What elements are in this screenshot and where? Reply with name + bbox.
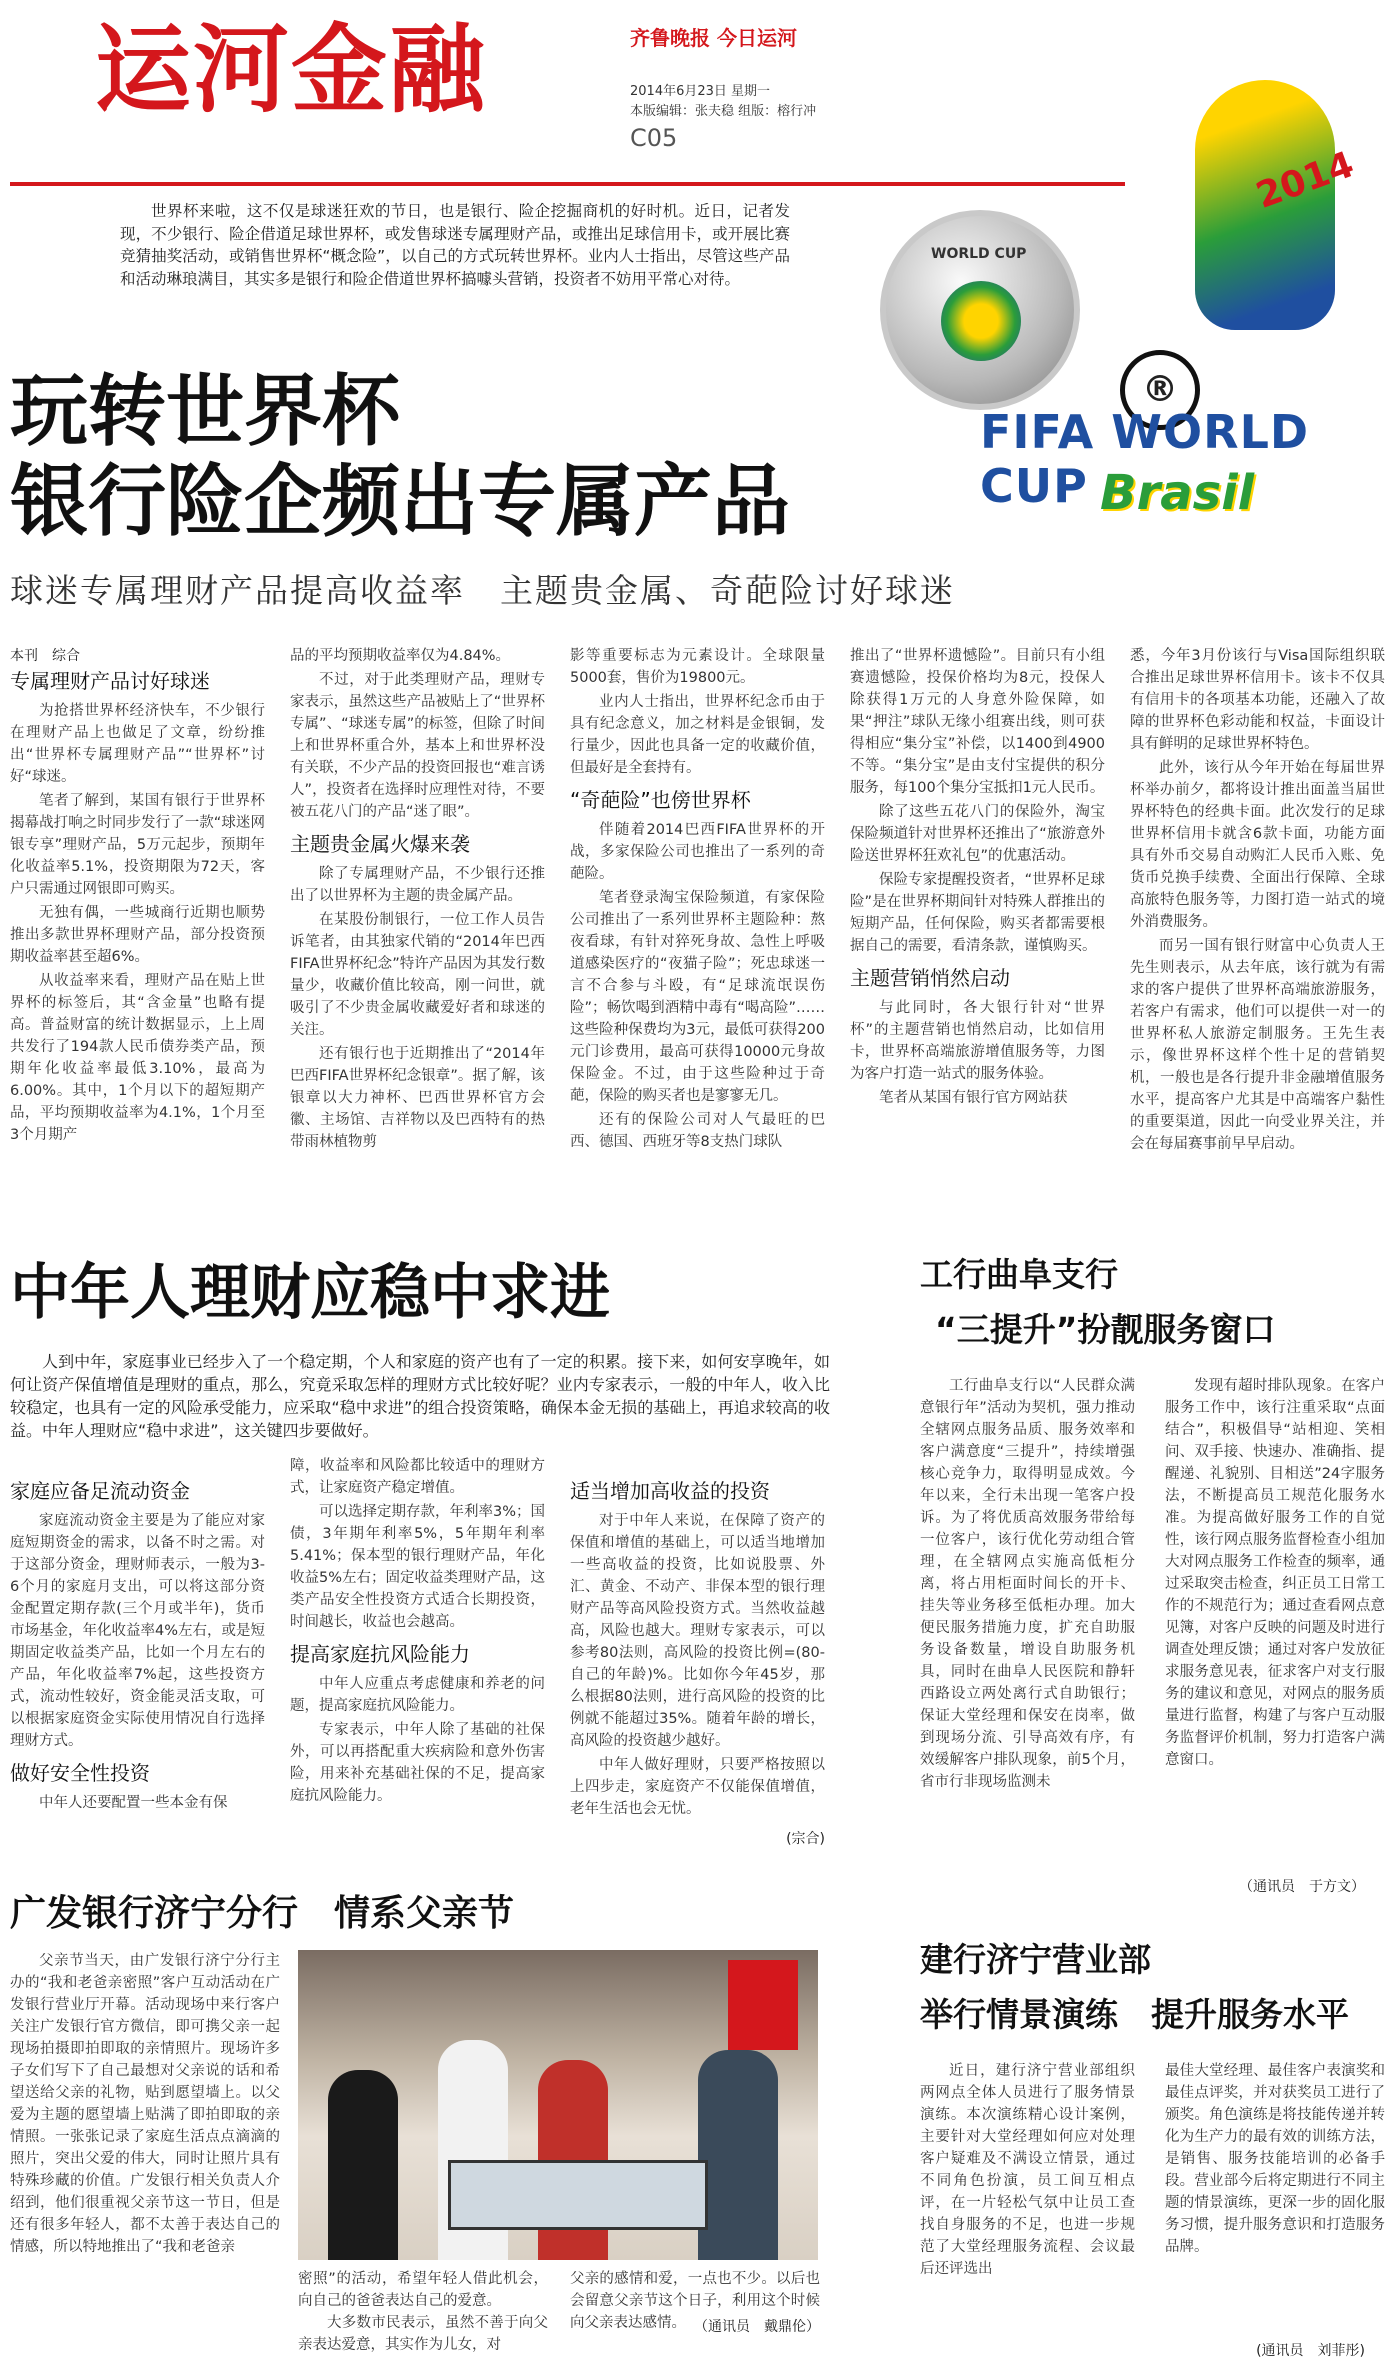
- paragraph: 推出了“世界杯遗憾险”。目前只有小组赛遗憾险，投保价格均为8元，投保人除获得1万元的人身意外险保障，如果“押注”球队无缘小组赛出线，则可获得相应“集分宝”补偿，以1400到4900不等。“集分宝”是由支付宝提供的积分服务，每100个集分宝抵扣1元人民币。: [850, 648, 1105, 796]
- lead-headline-line1: 玩转世界杯: [10, 367, 401, 457]
- paragraph: 从收益率来看，理财产品在贴上世界杯的标签后，其“含金量”也略有提高。普益财富的统计数据显示，上上周共发行了194款人民币债券类产品，预期年化收益率最低3.10%，最高为6.00%。其中，1个月以下的超短期产品，平均预期收益率为4.1%，1个月至3个月期产: [10, 973, 265, 1143]
- icbc-headline-line2: “三提升”扮靓服务窗口: [935, 1310, 1276, 1349]
- midyear-column-3: [570, 1470, 825, 1825]
- issue-date: 2014年6月23日 星期一: [630, 84, 771, 99]
- gfb-column-3: 父亲的感情和爱，一点也不少。以后也会留意父亲节这个日子，利用这个时候向父亲表达感情。: [570, 2271, 820, 2331]
- paragraph: 保险专家提醒投资者，“世界杯足球险”是在世界杯期间针对特殊人群推出的短期产品，任何保险，购买者都需要根据自己的需要，看清条款，谨慎购买。: [850, 872, 1105, 954]
- paragraph: 中年人还要配置一些本金有保: [39, 1795, 228, 1811]
- ccb-column-1: 近日，建行济宁营业部组织两网点全体人员进行了服务情景演练。本次演练精心设计案例，主要针对大堂经理如何应对处理客户疑难及不满设立情景，通过不同角色扮演，员工间互相点评，在一片轻松气氛中让员工查找自身服务的不足，也进一步规范了大堂经理服务流程、会议最后还评选出: [920, 2063, 1135, 2277]
- paragraph: 还有的保险公司对人气最旺的巴西、德国、西班牙等8支热门球队: [570, 1112, 825, 1150]
- section-heading: 做好安全性投资: [10, 1761, 150, 1785]
- icbc-credit: （通讯员 于方文）: [1239, 1879, 1365, 1895]
- lead-column-5: [1130, 645, 1385, 1180]
- paragraph: 影等重要标志为元素设计。全球限量5000套，售价为19800元。: [570, 648, 825, 686]
- paragraph: 中年人应重点考虑健康和养老的问题，提高家庭抗风险能力。: [290, 1676, 545, 1714]
- fifa-world-cup-logo-text: FIFA WORLD CUP: [980, 405, 1310, 513]
- paragraph: 笔者登录淘宝保险频道，有家保险公司推出了一系列世界杯主题险种：熬夜看球，有针对猝死身故、急性上呼吸道感染医疗的“夜猫子险”；死忠球迷一言不合参与斗殴，有“足球流氓误伤险”；畅饮喝到酒精中毒有“喝高险”……这些险种保费均为3元，最低可获得200元门诊费用，最高可获得10000元身故保险金。不过，由于这些险种过于奇葩，保险的购买者也是寥寥无几。: [570, 890, 825, 1104]
- coin-text: WORLD CUP: [931, 246, 1027, 262]
- paragraph: 障，收益率和风险都比较适中的理财方式，让家庭资产稳定增值。: [290, 1458, 545, 1496]
- photo-person: [698, 2050, 778, 2260]
- photo-banner: [728, 1960, 798, 2050]
- intro-paragraph: 世界杯来啦，这不仅是球迷狂欢的节日，也是银行、险企挖掘商机的好时机。近日，记者发现，不少银行、险企借道足球世界杯，或发售球迷专属理财产品，或推出足球信用卡，或开展比赛竞猜抽奖活动，或销售世界杯“概念险”，以自己的方式玩转世界杯。业内人士指出，尽管这些产品和活动琳琅满目，其实多是银行和险企借道世界杯搞噱头营销，投资者不妨用平常心对待。: [120, 202, 790, 288]
- midyear-headline: 中年人理财应稳中求进: [10, 1258, 610, 1328]
- ccb-headline-line2: 举行情景演练 提升服务水平: [920, 1995, 1349, 2034]
- lead-byline: 本刊 综合: [10, 648, 80, 664]
- lead-column-1: [10, 660, 265, 1180]
- icbc-headline-line1: 工行曲阜支行: [920, 1255, 1118, 1294]
- icbc-column-2: 发现有超时排队现象。在客户服务工作中，该行注重采取“点面结合”，积极倡导“站相迎、笑相问、双手接、快速办、准确指、提醒递、礼貌别、目相送”24字服务法，不断提高员工规范化服务水准。为提高做好服务工作的自觉性，该行网点服务监督检查小组加大对网点服务工作检查的频率，通过采取突击检查，纠正员工日常工作的不规范行为；通过查看网点意见簿，对客户反映的问题及时进行调查处理反馈；通过对客户发放征求服务意见表，征求客户对支行服务的建议和意见，对网点的服务质量进行监督，构建了与客户互动服务监督评价机制，努力打造客户满意窗口。: [1165, 1378, 1385, 1768]
- paper-name: 齐鲁晚报 今日运河: [630, 26, 797, 50]
- ccb-headline-line1: 建行济宁营业部: [920, 1940, 1151, 1979]
- brasil-logo-text: Brasil: [1100, 465, 1255, 521]
- paragraph: 而另一国有银行财富中心负责人王先生则表示，从去年底，该行就为有需求的客户提供了世界杯高端旅游服务，若客户有需求，他们可以提供一对一的世界杯私人旅游定制服务。王先生表示，像世界杯这样个性十足的营销契机，一般也是各行提升非金融增值服务水平，提高客户尤其是中高端客户黏性的重要渠道，因此一向受业界关注，并会在每届赛事前早早启动。: [1130, 938, 1385, 1152]
- lead-column-4: [850, 645, 1105, 1180]
- gfb-column-1: 父亲节当天，由广发银行济宁分行主办的“我和老爸亲密照”客户互动活动在广发银行营业厅开幕。活动现场中来行客户关注广发银行官方微信，即可携父亲一起现场拍摄即拍即取的亲情照片。现场许多子女们写下了自己最想对父亲说的话和希望送给父亲的礼物，贴到愿望墙上。以父爱为主题的愿望墙上贴满了即拍即取的亲情照。一张张记录了家庭生活点点滴滴的照片，突出父爱的伟大，同时让照片具有特殊珍藏的价值。广发银行相关负责人介绍到，他们很重视父亲节这一节日，但是还有很多年轻人，都不太善于表达自己的情感，所以特地推出了“我和老爸亲: [10, 1953, 280, 2255]
- photo-display-table: [448, 2160, 708, 2230]
- section-heading: 适当增加高收益的投资: [570, 1479, 770, 1503]
- photo-person: [328, 2070, 398, 2260]
- paragraph: 笔者了解到，某国有银行于世界杯揭幕战打响之时同步发行了一款“球迷网银专享”理财产品，5万元起步，预期年化收益率5.1%，投资期限为72天，客户只需通过网银即可购买。: [10, 793, 265, 897]
- section-heading: 主题贵金属火爆来袭: [290, 832, 470, 856]
- paragraph: 为抢搭世界杯经济快车，不少银行在理财产品上也做足了文章，纷纷推出“世界杯专属理财产品”“世界杯”讨好“球迷。: [10, 703, 265, 785]
- lead-subtitle: 球迷专属理财产品提高收益率 主题贵金属、奇葩险讨好球迷: [10, 571, 955, 610]
- paragraph: 专家表示，中年人除了基础的社保外，可以再搭配重大疾病险和意外伤害险，用来补充基础社保的不足，提高家庭抗风险能力。: [290, 1722, 545, 1804]
- brand-title: 运河金融: [95, 13, 487, 126]
- section-heading: 专属理财产品讨好球迷: [10, 669, 210, 693]
- registered-mark: ®: [1120, 350, 1200, 430]
- icbc-column-1: 工行曲阜支行以“人民群众满意银行年”活动为契机，强力推动全辖网点服务品质、服务效率和客户满意度“三提升”，持续增强核心竞争力，取得明显成效。今年以来，全行未出现一笔客户投诉。为了将优质高效服务带给每一位客户，该行优化劳动组合管理，在全辖网点实施高低柜分离，将占用柜面时间长的开卡、挂失等业务移至低柜办理。加大便民服务措施力度，扩充自助服务设备数量，增设自助服务机具，同时在曲阜人民医院和静轩西路设立两处离行式自助银行；保证大堂经理和保安在岗率，做到现场分流、引导高效有序，有效缓解客户排队现象，前5个月，省市行非现场监测未: [920, 1378, 1135, 1790]
- section-heading: 家庭应备足流动资金: [10, 1479, 190, 1503]
- lead-column-3: [570, 645, 825, 1180]
- midyear-column-2: [290, 1455, 545, 1850]
- coin-emblem: [941, 281, 1021, 361]
- paragraph: 除了这些五花八门的保险外，淘宝保险频道针对世界杯还推出了“旅游意外险送世界杯狂欢礼包”的优惠活动。: [850, 804, 1105, 864]
- emblem-year: 2014: [1251, 144, 1360, 217]
- section-heading: “奇葩险”也傍世界杯: [570, 788, 751, 812]
- paragraph: 伴随着2014巴西FIFA世界杯的开战，多家保险公司也推出了一系列的奇葩险。: [570, 822, 825, 882]
- issue-editor: 本版编辑：张夫稳 组版：榕行冲: [630, 104, 817, 119]
- paragraph: 品的平均预期收益率仅为4.84%。: [290, 648, 511, 664]
- midyear-credit: (宗合): [786, 1831, 825, 1847]
- issue-meta: [630, 82, 816, 122]
- world-cup-emblem: [1135, 60, 1385, 400]
- lead-headline-line2: 银行险企频出专属产品: [10, 457, 791, 547]
- paragraph: 可以选择定期存款，年利率3%；国债，3年期年利率5%，5年期年利率5.41%；保本型的银行理财产品，年化收益5%左右；固定收益类理财产品，这类产品安全性投资方式适合长期投资，时间越长，收益也会越高。: [290, 1504, 546, 1630]
- commemorative-coin-image: [880, 210, 1080, 410]
- paragraph: 与此同时，各大银行针对“世界杯”的主题营销也悄然启动，比如信用卡，世界杯高端旅游增值服务等，力图为客户打造一站式的服务体验。: [850, 1000, 1105, 1082]
- paragraph: 业内人士指出，世界杯纪念币由于具有纪念意义，加之材料是金银铜，发行量少，因此也具备一定的收藏价值，但最好是全套持有。: [570, 694, 825, 776]
- paragraph: 无独有偶，一些城商行近期也顺势推出多款世界杯理财产品，部分投资预期收益率甚至超6%。: [10, 905, 265, 965]
- ccb-column-2: 最佳大堂经理、最佳客户表演奖和最佳点评奖，并对获奖员工进行了颁奖。角色演练是将技能传递并转化为生产力的最有效的训练方法，是销售、服务技能培训的必备手段。营业部今后将定期进行不同主题的情景演练，更深一步的固化服务习惯，提升服务意识和打造服务品牌。: [1165, 2063, 1385, 2255]
- paragraph: 还有银行也于近期推出了“2014年巴西FIFA世界杯纪念银章”。据了解，该银章以大力神杯、巴西世界杯官方会徽、主场馆、吉祥物以及巴西特有的热带雨林植物剪: [290, 1046, 545, 1150]
- gfb-credit: （通讯员 戴鼎伦）: [694, 2319, 820, 2335]
- ccb-credit: (通讯员 刘菲彤): [1256, 2343, 1365, 2359]
- paragraph: 不过，对于此类理财产品，理财专家表示，虽然这些产品被贴上了“世界杯专属”、“球迷专属”的标签，但除了时间上和世界杯重合外，基本上和世界杯没有关联，不少产品的投资回报也“难言诱人”，投资者在选择时应理性对待，不要被五花八门的产品“迷了眼”。: [290, 672, 545, 820]
- paragraph: 对于中年人来说，在保障了资产的保值和增值的基础上，可以适当地增加一些高收益的投资，比如说股票、外汇、黄金、不动产、非保本型的银行理财产品等高风险投资方式。当然收益越高，风险也越大。理财专家表示，可以参考80法则，高风险的投资比例=(80-自己的年龄)%。比如你今年45岁，那么根据80法则，进行高风险的投资的比例就不能超过35%。随着年龄的增长，高风险的投资越少越好。: [570, 1513, 825, 1749]
- page-number: C05: [630, 124, 678, 152]
- gfb-column-2b: 大多数市民表示，虽然不善于向父亲表达爱意，其实作为儿女，对: [298, 2315, 548, 2353]
- lead-column-2: [290, 645, 545, 1180]
- paragraph: 除了专属理财产品，不少银行还推出了以世界杯为主题的贵金属产品。: [290, 866, 545, 904]
- gfb-headline: 广发银行济宁分行 情系父亲节: [10, 1893, 515, 1934]
- header-rule: [10, 182, 1125, 186]
- paragraph: 在某股份制银行，一位工作人员告诉笔者，由其独家代销的“2014年巴西FIFA世界杯纪念”特许产品因为其发行数量少，收藏价值比较高，刚一问世，就吸引了不少贵金属收藏爱好者和球迷的关注。: [290, 912, 545, 1038]
- section-heading: 提高家庭抗风险能力: [290, 1642, 470, 1666]
- fathers-day-event-photo: [298, 1950, 818, 2260]
- paragraph: 中年人做好理财，只要严格按照以上四步走，家庭资产不仅能保值增值，老年生活也会无忧。: [570, 1757, 825, 1817]
- paragraph: 此外，该行从今年开始在每届世界杯举办前夕，都将设计推出面盖当届世界杯特色的经典卡面。此次发行的足球世界杯信用卡就含6款卡面，功能方面具有外币交易自动购汇人民币入账、免货币兑换手续费、全面出行保障、全球高旅特色服务等，力图打造一站式的境外消费服务。: [1130, 760, 1385, 930]
- gfb-column-2a: 密照”的活动，希望年轻人借此机会，向自己的爸爸表达自己的爱意。: [298, 2271, 548, 2309]
- paragraph: 悉，今年3月份该行与Visa国际组织联合推出足球世界杯信用卡。该卡不仅具有信用卡的各项基本功能，还融入了故障的世界杯色彩动能和权益，卡面设计具有鲜明的足球世界杯特色。: [1130, 648, 1385, 752]
- midyear-intro: 人到中年，家庭事业已经步入了一个稳定期，个人和家庭的资产也有了一定的积累。接下来，如何安享晚年，如何让资产保值增值是理财的重点，那么，究竟采取怎样的理财方式比较好呢？业内专家表示，一般的中年人，收入比较稳定，也具有一定的风险承受能力，应采取“稳中求进”的组合投资策略，确保本金无损的基础上，再追求较高的收益。中年人理财应“稳中求进”，这关键四步要做好。: [10, 1352, 830, 1440]
- paragraph: 家庭流动资金主要是为了能应对家庭短期资金的需求，以备不时之需。对于这部分资金，理财师表示，一般为3-6个月的家庭月支出，可以将这部分资金配置定期存款(三个月或半年)，货币市场基金，年化收益率4%左右，或是短期固定收益类产品，比如一个月左右的产品，年化收益率7%起，这些投资方式，流动性较好，资金能灵活支取，可以根据家庭资金实际使用情况自行选择理财方式。: [10, 1513, 266, 1749]
- midyear-column-1: [10, 1470, 265, 1850]
- section-heading: 主题营销悄然启动: [850, 966, 1010, 990]
- paragraph: 笔者从某国有银行官方网站获: [879, 1090, 1068, 1106]
